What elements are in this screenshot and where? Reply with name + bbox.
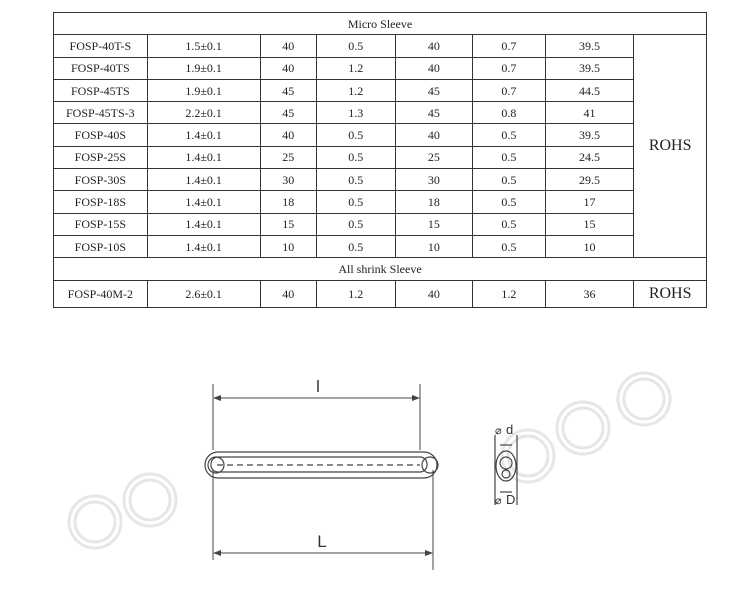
model-cell: FOSP-40S [54, 124, 148, 146]
value-cell: 1.5±0.1 [147, 35, 260, 57]
value-cell: 1.4±0.1 [147, 169, 260, 191]
value-cell: 10 [545, 235, 634, 257]
value-cell: 29.5 [545, 169, 634, 191]
value-cell: 0.5 [316, 146, 395, 168]
value-cell: 1.2 [316, 280, 395, 307]
value-cell: 39.5 [545, 57, 634, 79]
value-cell: 45 [260, 102, 316, 124]
value-cell: 45 [395, 102, 473, 124]
watermark-logo [124, 474, 176, 526]
value-cell: 10 [260, 235, 316, 257]
value-cell: 45 [395, 79, 473, 101]
model-cell: FOSP-40TS [54, 57, 148, 79]
value-cell: 18 [260, 191, 316, 213]
value-cell: 36 [545, 280, 634, 307]
sleeve-body [205, 452, 438, 478]
outer-diameter-label: D [506, 492, 516, 507]
model-cell: FOSP-15S [54, 213, 148, 235]
outer-length-label: L [317, 532, 327, 551]
watermark-logos [69, 373, 670, 548]
value-cell: 1.4±0.1 [147, 146, 260, 168]
value-cell: 40 [395, 280, 473, 307]
micro-sleeve-title: Micro Sleeve [54, 13, 707, 35]
rohs-cell: ROHS [634, 35, 707, 258]
model-cell: FOSP-45TS [54, 79, 148, 101]
value-cell: 1.3 [316, 102, 395, 124]
value-cell: 30 [395, 169, 473, 191]
value-cell: 40 [395, 35, 473, 57]
value-cell: 40 [260, 280, 316, 307]
value-cell: 0.7 [473, 57, 546, 79]
value-cell: 0.7 [473, 35, 546, 57]
value-cell: 0.5 [316, 235, 395, 257]
inner-diameter-label: d [506, 422, 514, 437]
value-cell: 25 [395, 146, 473, 168]
value-cell: 0.7 [473, 79, 546, 101]
value-cell: 0.5 [316, 169, 395, 191]
value-cell: 0.5 [473, 235, 546, 257]
watermark-logo [557, 402, 609, 454]
value-cell: 24.5 [545, 146, 634, 168]
value-cell: 39.5 [545, 124, 634, 146]
value-cell: 15 [545, 213, 634, 235]
value-cell: 0.5 [316, 213, 395, 235]
model-cell: FOSP-10S [54, 235, 148, 257]
value-cell: 1.9±0.1 [147, 57, 260, 79]
watermark-logo [69, 496, 121, 548]
value-cell: 15 [260, 213, 316, 235]
value-cell: 1.4±0.1 [147, 213, 260, 235]
value-cell: 1.2 [316, 79, 395, 101]
value-cell: 18 [395, 191, 473, 213]
inner-length-label: l [316, 377, 320, 396]
value-cell: 44.5 [545, 79, 634, 101]
value-cell: 0.8 [473, 102, 546, 124]
diameter-icon: ⌀ [495, 425, 502, 437]
value-cell: 0.5 [473, 191, 546, 213]
model-cell: FOSP-40T-S [54, 35, 148, 57]
value-cell: 40 [260, 57, 316, 79]
value-cell: 41 [545, 102, 634, 124]
value-cell: 40 [395, 124, 473, 146]
value-cell: 0.5 [473, 124, 546, 146]
value-cell: 15 [395, 213, 473, 235]
value-cell: 40 [395, 57, 473, 79]
value-cell: 2.6±0.1 [147, 280, 260, 307]
value-cell: 30 [260, 169, 316, 191]
value-cell: 1.4±0.1 [147, 235, 260, 257]
value-cell: 40 [260, 35, 316, 57]
value-cell: 1.4±0.1 [147, 191, 260, 213]
value-cell: 2.2±0.1 [147, 102, 260, 124]
diameter-icon: ⌀ [495, 495, 502, 507]
model-cell: FOSP-30S [54, 169, 148, 191]
value-cell: 10 [395, 235, 473, 257]
value-cell: 1.9±0.1 [147, 79, 260, 101]
value-cell: 40 [260, 124, 316, 146]
value-cell: 45 [260, 79, 316, 101]
model-cell: FOSP-25S [54, 146, 148, 168]
value-cell: 0.5 [473, 169, 546, 191]
model-cell: FOSP-40M-2 [54, 280, 148, 307]
model-cell: FOSP-18S [54, 191, 148, 213]
value-cell: 0.5 [473, 213, 546, 235]
value-cell: 0.5 [316, 191, 395, 213]
value-cell: 0.5 [316, 35, 395, 57]
value-cell: 0.5 [316, 124, 395, 146]
value-cell: 39.5 [545, 35, 634, 57]
value-cell: 17 [545, 191, 634, 213]
value-cell: 25 [260, 146, 316, 168]
watermark-logo [618, 373, 670, 425]
value-cell: 1.2 [316, 57, 395, 79]
shrink-sleeve-title: All shrink Sleeve [54, 258, 707, 280]
value-cell: 1.4±0.1 [147, 124, 260, 146]
rohs-cell: ROHS [634, 280, 707, 307]
value-cell: 1.2 [473, 280, 546, 307]
model-cell: FOSP-45TS-3 [54, 102, 148, 124]
value-cell: 0.5 [473, 146, 546, 168]
